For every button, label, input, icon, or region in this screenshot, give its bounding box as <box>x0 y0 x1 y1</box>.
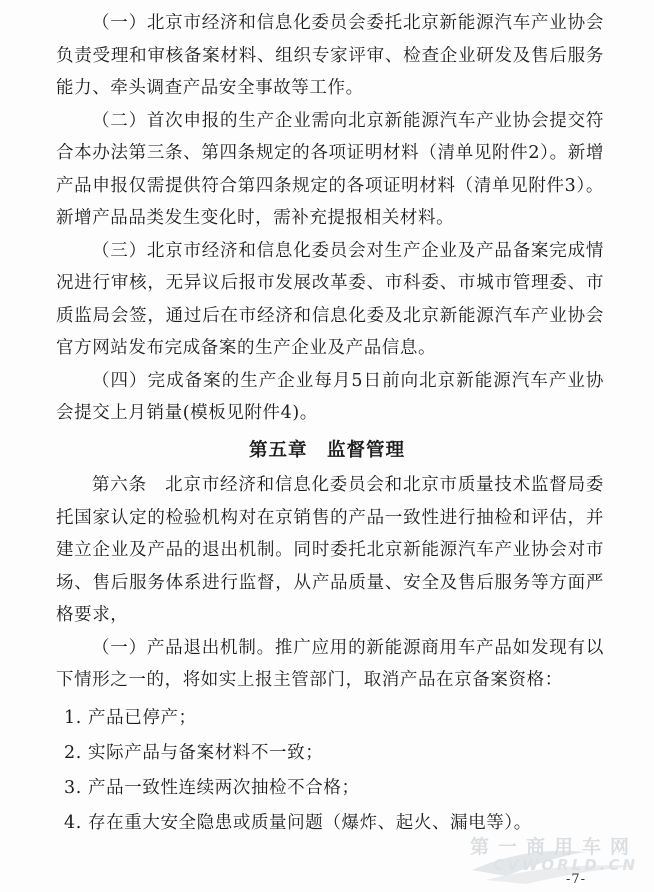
paragraph-clause-1: （一）北京市经济和信息化委员会委托北京新能源汽车产业协会负责受理和审核备案材料、组织专家评审、检查企业研发及售后服务能力、牵头调查产品安全事故等工作。 <box>56 13 604 98</box>
list-item: 1. 产品已停产； <box>64 707 197 728</box>
watermark-english-text: CVWORLD.CN <box>493 856 638 874</box>
top-paragraphs <box>56 7 604 430</box>
paragraph-clause-4: （四）完成备案的生产企业每月5日前向北京新能源汽车产业协会提交上月销量(模板见附件4)。 <box>56 370 604 423</box>
watermark-chinese-text: 第一商用车网 <box>469 836 638 858</box>
paragraph-clause-3: （三）北京市经济和信息化委员会对生产企业及产品备案完成情况进行审核，无异议后报市发展改革委、市科委、市城市管理委、市质监局会签，通过后在市经济和信息化委及北京新能源汽车产业协会官方网站发布完成备案的生产企业及产品信息。 <box>56 240 604 358</box>
watermark-logo <box>466 826 646 886</box>
page-number: -7- <box>566 872 587 887</box>
paragraph-article-6: 第六条 北京市经济和信息化委员会和北京市质量技术监督局委托国家认定的检验机构对在京销售的产品一致性进行抽检和评估，并建立企业及产品的退出机制。同时委托北京新能源汽车产业协会对市场、售后服务体系进行监督，从产品质量、安全及售后服务等方面严格要求， <box>56 475 604 625</box>
list-item: 4. 存在重大安全隐患或质量问题（爆炸、起火、漏电等）。 <box>64 812 532 833</box>
paragraph-clause-2: （二）首次申报的生产企业需向北京新能源汽车产业协会提交符合本办法第三条、第四条规定的各项证明材料（清单见附件2）。新增产品申报仅需提供符合第四条规定的各项证明材料（清单见附件3）。新增产品品类发生变化时，需补充提报相关材料。 <box>56 110 604 228</box>
list-item: 3. 产品一致性连续两次抽检不合格； <box>64 777 360 798</box>
exit-conditions-list <box>56 701 604 841</box>
list-item: 2. 实际产品与备案材料不一致； <box>64 742 324 763</box>
paragraph-exit-mechanism: （一）产品退出机制。推广应用的新能源商用车产品如发现有以下情形之一的，将如实上报主管部门，取消产品在京备案资格： <box>56 637 604 690</box>
chapter-title: 第五章 监督管理 <box>248 440 405 461</box>
bottom-content <box>56 469 604 841</box>
